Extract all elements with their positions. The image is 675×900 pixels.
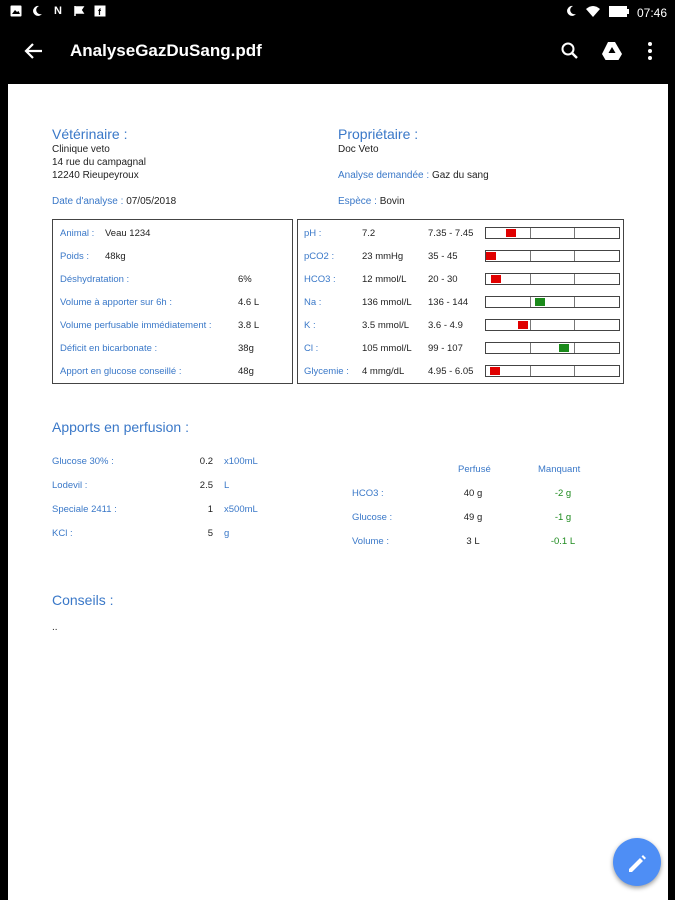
vet-address: 14 rue du campagnal	[52, 157, 146, 168]
patient-label: Apport en glucose conseillé :	[60, 366, 182, 377]
gauge-divider	[530, 274, 531, 284]
gauge-divider	[574, 320, 575, 330]
perfusion-item-label: KCl :	[52, 528, 73, 539]
f-icon	[94, 5, 106, 17]
perfusion-item-qty: 1	[207, 504, 213, 515]
pencil-icon	[613, 838, 661, 886]
summary-label: HCO3 :	[352, 488, 384, 499]
summary-label: Volume :	[352, 536, 389, 547]
patient-value: Veau 1234	[105, 228, 151, 239]
patient-label: Animal :	[60, 228, 95, 239]
gauge-divider	[574, 343, 575, 353]
document-title: AnalyseGazDuSang.pdf	[70, 41, 262, 60]
lab-label: Na :	[304, 297, 322, 308]
perfusion-item-qty: 2.5	[199, 480, 213, 491]
perfusion-item-qty: 0.2	[199, 456, 213, 467]
perfusion-item-unit: x100mL	[224, 456, 258, 467]
lab-gauge	[485, 319, 620, 331]
advice-heading: Conseils :	[52, 592, 114, 608]
owner-name: Doc Veto	[338, 144, 379, 155]
back-arrow-icon[interactable]	[22, 39, 46, 63]
pdf-page[interactable]	[8, 84, 668, 900]
species-label: Espèce :	[338, 196, 377, 207]
summary-missing: -1 g	[554, 512, 572, 523]
gauge-divider	[574, 366, 575, 376]
lab-range: 35 - 45	[428, 251, 458, 262]
lab-value: 105 mmol/L	[362, 343, 412, 354]
perfusion-item-label: Lodevil :	[52, 480, 88, 491]
gauge-divider	[530, 366, 531, 376]
summary-missing: -0.1 L	[550, 536, 576, 547]
gauge-marker	[518, 321, 528, 329]
perfusion-item-label: Glucose 30% :	[52, 456, 114, 467]
status-bar	[0, 0, 675, 26]
perfusion-item-qty: 5	[207, 528, 213, 539]
search-icon[interactable]	[558, 39, 582, 63]
vet-name: Clinique veto	[52, 144, 110, 155]
patient-label: Déshydratation :	[60, 274, 130, 285]
lab-range: 4.95 - 6.05	[428, 366, 474, 377]
species-value: Bovin	[379, 196, 405, 207]
lab-label: Cl :	[304, 343, 319, 354]
lab-label: K :	[304, 320, 316, 331]
lab-value: 12 mmol/L	[362, 274, 407, 285]
analysis-value: Gaz du sang	[431, 170, 489, 181]
drive-icon[interactable]	[600, 39, 624, 63]
more-options-icon[interactable]	[638, 39, 662, 63]
lab-value: 23 mmHg	[362, 251, 404, 262]
patient-label: Volume à apporter sur 6h :	[60, 297, 172, 308]
perfusion-item-unit: L	[224, 480, 230, 491]
gauge-marker	[506, 229, 516, 237]
owner-heading: Propriétaire :	[338, 126, 419, 142]
gauge-marker	[491, 275, 501, 283]
lab-gauge	[485, 342, 620, 354]
gauge-marker	[535, 298, 545, 306]
perfusion-item-unit: g	[224, 528, 230, 539]
gauge-divider	[574, 251, 575, 261]
date-value: 07/05/2018	[126, 196, 177, 207]
gauge-divider	[574, 228, 575, 238]
gauge-divider	[574, 274, 575, 284]
gauge-divider	[530, 228, 531, 238]
patient-box	[52, 219, 293, 384]
gauge-divider	[574, 297, 575, 307]
requested-analysis	[338, 170, 489, 181]
patient-label: Volume perfusable immédiatement :	[60, 320, 212, 331]
lab-label: pCO2 :	[304, 251, 335, 262]
moon-icon	[565, 5, 577, 20]
patient-value: 48g	[238, 366, 254, 377]
n-icon: N	[54, 5, 62, 17]
svg-text:f: f	[98, 7, 101, 17]
lab-gauge	[485, 365, 620, 377]
lab-gauge	[485, 273, 620, 285]
lab-range: 3.6 - 4.9	[428, 320, 463, 331]
col-missing: Manquant	[538, 464, 581, 475]
moon-icon	[31, 5, 43, 17]
lab-range: 99 - 107	[428, 343, 463, 354]
perfusion-item-unit: x500mL	[224, 504, 258, 515]
gauge-divider	[530, 251, 531, 261]
species	[338, 196, 405, 207]
patient-value: 38g	[238, 343, 254, 354]
perfusion-item-label: Speciale 2411 :	[52, 504, 117, 515]
col-perfused: Perfusé	[458, 464, 491, 475]
lab-value: 3.5 mmol/L	[362, 320, 409, 331]
app-bar	[0, 26, 675, 80]
patient-value: 3.8 L	[238, 320, 260, 331]
gauge-divider	[530, 343, 531, 353]
lab-label: pH :	[304, 228, 322, 239]
flag-icon	[73, 5, 85, 17]
wifi-icon	[585, 5, 601, 20]
summary-perfused: 3 L	[466, 536, 480, 547]
analysis-date	[52, 196, 176, 207]
date-label: Date d'analyse :	[52, 196, 124, 207]
analysis-label: Analyse demandée :	[338, 170, 430, 181]
patient-label: Déficit en bicarbonate :	[60, 343, 158, 354]
lab-label: Glycemie :	[304, 366, 349, 377]
lab-results-box	[297, 219, 624, 384]
lab-gauge	[485, 296, 620, 308]
lab-value: 136 mmol/L	[362, 297, 412, 308]
lab-range: 7.35 - 7.45	[428, 228, 474, 239]
lab-value: 7.2	[362, 228, 376, 239]
gauge-marker	[490, 367, 500, 375]
patient-value: 48kg	[105, 251, 126, 262]
vet-city: 12240 Rieupeyroux	[52, 170, 139, 181]
gauge-divider	[530, 297, 531, 307]
lab-range: 20 - 30	[428, 274, 458, 285]
patient-value: 4.6 L	[238, 297, 260, 308]
advice-text: ..	[52, 622, 58, 633]
edit-fab-button[interactable]	[613, 838, 661, 886]
lab-value: 4 mmg/dL	[362, 366, 405, 377]
image-icon	[10, 5, 22, 17]
gauge-marker	[486, 252, 496, 260]
patient-value: 6%	[238, 274, 252, 285]
summary-perfused: 49 g	[463, 512, 483, 523]
system-icons	[565, 5, 667, 20]
lab-label: HCO3 :	[304, 274, 336, 285]
gauge-divider	[530, 320, 531, 330]
perfusion-heading: Apports en perfusion :	[52, 419, 189, 435]
summary-missing: -2 g	[554, 488, 572, 499]
notification-icons	[10, 5, 106, 17]
lab-gauge	[485, 250, 620, 262]
battery-icon	[609, 6, 629, 20]
patient-label: Poids :	[60, 251, 90, 262]
clock: 07:46	[636, 5, 667, 20]
lab-range: 136 - 144	[428, 297, 469, 308]
lab-gauge	[485, 227, 620, 239]
summary-perfused: 40 g	[463, 488, 483, 499]
gauge-marker	[559, 344, 569, 352]
summary-label: Glucose :	[352, 512, 393, 523]
vet-heading: Vétérinaire :	[52, 126, 128, 142]
